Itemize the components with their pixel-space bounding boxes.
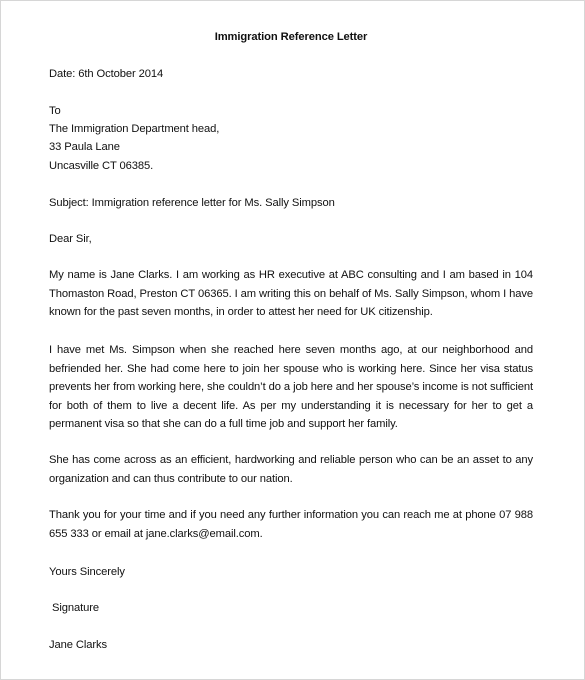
body-paragraph: She has come across as an efficient, hardworking and reliable person who can be an asset to any organization and can thus contribute to our nation. (49, 454, 533, 485)
to-label: To (49, 105, 61, 117)
letter-salutation: Dear Sir, (49, 233, 92, 245)
letter-title: Immigration Reference Letter (214, 31, 368, 43)
recipient-line-2: 33 Paula Lane (49, 141, 120, 153)
recipient-line-3: Uncasville CT 06385. (49, 160, 154, 172)
letter-date: Date: 6th October 2014 (49, 68, 164, 80)
letter-subject: Subject: Immigration reference letter for Ms. Sally Simpson (49, 197, 335, 209)
sender-name: Jane Clarks (49, 639, 107, 651)
body-paragraph: My name is Jane Clarks. I am working as HR executive at ABC consulting and I am based in 104 Thomaston Road, Preston CT 06365. I am writing this on behalf of Ms. Sally Simpson, whom I have known for the past seven months, in order to attest her need for UK citizenship. (49, 269, 533, 318)
body-paragraph: Thank you for your time and if you need any further information you can reach me at phone 07 988 655 333 or email at jane.clarks@email.com. (49, 509, 533, 540)
body-paragraph: I have met Ms. Simpson when she reached here seven months ago, at our neighborhood and befriended her. She had come here to join her spouse who is working here. Since her visa status prevents her from working here, she couldn’t do a job here and her spouse’s income is not sufficient for both of them to live a decent life. As per my understanding it is necessary for her to get a permanent visa so that she can do a full time job and support her family. (49, 344, 533, 430)
signature-line: Signature (52, 602, 99, 614)
recipient-line-1: The Immigration Department head, (49, 123, 220, 135)
closing: Yours Sincerely (49, 566, 125, 578)
